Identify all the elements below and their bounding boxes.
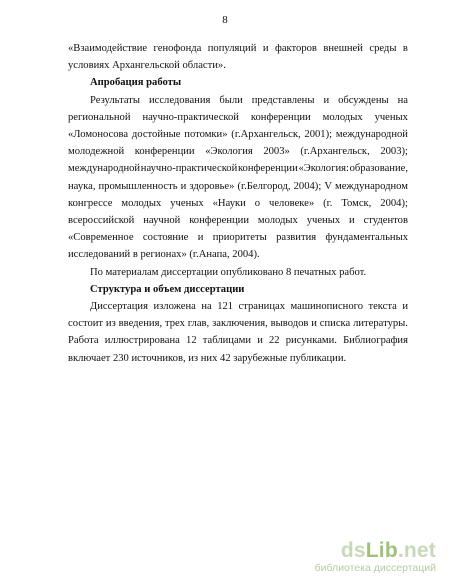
word: достойные — [131, 129, 181, 141]
word: «Экология — [205, 146, 253, 158]
word: обсуждены — [338, 94, 389, 106]
paragraph-line: исследований в регионах» (г.Анапа, 2004). — [68, 249, 260, 261]
word: и — [197, 232, 204, 244]
word: заключения, — [212, 318, 268, 330]
paragraph-line — [68, 109, 408, 126]
word: ученых — [170, 197, 204, 209]
word: «Современное — [68, 232, 134, 244]
word: молодежной — [68, 146, 125, 158]
word: 2001); — [304, 129, 333, 141]
word: среды — [369, 43, 397, 54]
paragraph-line — [68, 126, 408, 143]
word: факторов — [274, 43, 317, 54]
word: и — [323, 94, 330, 106]
paragraph-line — [68, 229, 408, 246]
word: в — [402, 43, 408, 54]
word: Томск, — [341, 197, 372, 209]
word: представлены — [251, 94, 315, 106]
word: 2004); — [380, 197, 408, 209]
word: популяций — [207, 43, 257, 54]
word: международной — [68, 163, 141, 175]
word: «Ломоносова — [68, 129, 129, 141]
word: иллюстрирована — [104, 335, 180, 347]
word: здоровье» — [189, 180, 235, 192]
word: и — [349, 215, 355, 227]
word: (г.Архангельск, — [300, 146, 370, 158]
paragraph-line — [68, 178, 408, 195]
word: молодых — [121, 197, 162, 209]
word: введения, — [118, 318, 163, 330]
word: 22 — [269, 335, 280, 347]
word: таблицами — [202, 335, 252, 347]
paragraph-line: включает 230 источников, из них 42 зарубежные публикации. — [68, 352, 347, 364]
word: исследования — [148, 94, 211, 106]
word: Библиография — [343, 335, 408, 347]
word: Результаты — [90, 94, 141, 106]
word: Работа — [68, 335, 99, 347]
word: 2003); — [380, 146, 408, 158]
document-body — [68, 40, 408, 367]
word: 121 — [217, 301, 234, 313]
publications-line: По материалам диссертации опубликовано 8 печатных работ. — [90, 266, 367, 278]
word: студентов — [363, 215, 408, 227]
word: и — [402, 301, 408, 313]
word: научно-практической — [142, 111, 239, 123]
word: (г.Белгород, — [237, 180, 291, 192]
paragraph-line — [68, 315, 408, 332]
word: выводов — [270, 318, 309, 330]
word: внешней — [323, 43, 363, 54]
word: международной — [335, 129, 408, 141]
word: 2004); — [293, 180, 322, 192]
word: ученых — [306, 215, 341, 227]
word: были — [219, 94, 243, 106]
word: трех — [164, 318, 185, 330]
word: страницах — [238, 301, 286, 313]
word: всероссийской — [68, 215, 135, 227]
word: конференции — [250, 111, 311, 123]
word: наука, — [68, 180, 96, 192]
word: состояние — [142, 232, 189, 244]
dslib-watermark — [311, 540, 436, 574]
word: промышленность — [98, 180, 178, 192]
word: списка — [319, 318, 351, 330]
page-number: 8 — [222, 14, 228, 26]
word: рисунками. — [285, 335, 337, 347]
dslib-logo: dsLib.net — [340, 539, 436, 562]
word: потомки» — [184, 129, 228, 141]
word: (г. — [323, 197, 333, 209]
word: развития — [276, 232, 317, 244]
word: и — [262, 43, 269, 54]
word: из — [105, 318, 116, 330]
word: региональной — [68, 111, 131, 123]
word: молодых — [257, 215, 298, 227]
word: о — [254, 197, 261, 209]
paragraph-line — [68, 212, 408, 229]
word: генофонда — [153, 43, 202, 54]
word: и — [257, 335, 263, 347]
word: фундаментальных — [325, 232, 408, 244]
paragraph-line — [68, 160, 408, 177]
paragraph-line: условиях Архангельской области». — [68, 60, 226, 72]
word: на — [397, 94, 408, 106]
word: научной — [143, 215, 181, 227]
word: ученых — [374, 111, 408, 123]
paragraph-line — [68, 195, 408, 212]
word: научно-практической — [140, 163, 238, 175]
word: конференции — [189, 215, 250, 227]
word: человеке» — [269, 197, 315, 209]
word: на — [201, 301, 212, 313]
word: состоит — [68, 318, 104, 330]
word: «Экология: — [298, 163, 349, 175]
paragraph-line — [68, 332, 408, 349]
word: конгрессе — [68, 197, 113, 209]
dslib-subtitle: библиотека диссертаций — [314, 562, 436, 574]
word: 12 — [186, 335, 197, 347]
word: Диссертация — [90, 301, 148, 313]
word: образование, — [349, 163, 408, 175]
word: и — [311, 318, 317, 330]
word: 2003» — [263, 146, 290, 158]
word: изложена — [153, 301, 196, 313]
word: конференции — [134, 146, 195, 158]
word: литературы. — [353, 318, 408, 330]
word: «Взаимодействие — [68, 43, 148, 54]
word: молодых — [322, 111, 363, 123]
paragraph-line — [68, 143, 408, 160]
word: V — [324, 180, 332, 192]
word: и — [180, 180, 187, 192]
word: машинописного — [290, 301, 363, 313]
paragraph-line — [68, 40, 408, 57]
section-heading-approbation: Апробация работы — [90, 77, 182, 89]
word: текста — [368, 301, 397, 313]
word: международном — [335, 180, 408, 192]
word: «Науки — [212, 197, 246, 209]
word: приоритеты — [212, 232, 267, 244]
paragraph-line — [68, 298, 408, 315]
section-heading-structure: Структура и объем диссертации — [90, 283, 245, 295]
word: глав, — [187, 318, 210, 330]
paragraph-line — [68, 92, 408, 109]
word: конференции — [237, 163, 298, 175]
word: (г.Архангельск, — [231, 129, 301, 141]
